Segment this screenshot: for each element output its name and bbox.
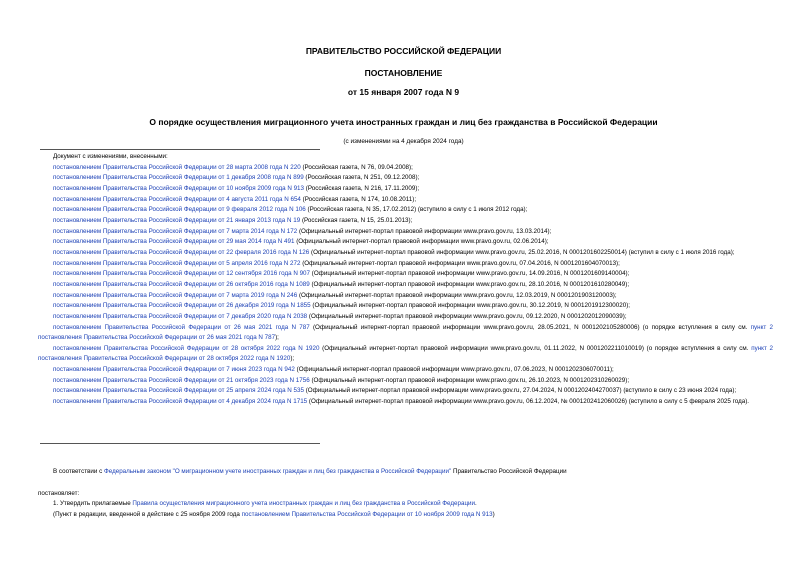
change-item [38, 312, 773, 323]
amendment-link[interactable]: постановлением Правительства Российской Федерации от 28 октября 2022 года N 1920 [53, 344, 320, 352]
amendment-link[interactable]: постановлением Правительства Российской Федерации от 28 марта 2008 года N 220 [53, 163, 301, 171]
changes-intro: Документ с изменениями, внесенными: [53, 153, 168, 160]
amendment-link[interactable]: постановлением Правительства Российской Федерации от 9 февраля 2012 года N 106 [53, 206, 306, 214]
resolves-paragraph [38, 489, 773, 500]
publication-info: (Российская газета, N 15, 25.01.2013); [300, 216, 413, 224]
publication-info: (Российская газета, N 35, 17.02.2012) (вступило в силу с 1 июля 2012 года); [305, 206, 528, 214]
amendment-link[interactable]: постановлением Правительства Российской Федерации от 21 января 2013 года N 19 [53, 216, 301, 224]
publication-info-tail: ); [275, 334, 279, 342]
preamble-paragraph [38, 467, 773, 478]
publication-info: (Официальный интернет-портал правовой информации www.pravo.gov.ru, 27.04.2024, N 0001202404270037) (вступило в силу с 23 июня 2024 года); [303, 387, 737, 395]
amendment-link[interactable]: постановлением Правительства Российской Федерации от 21 октября 2023 года N 1756 [53, 376, 310, 384]
amendment-link[interactable]: постановлением Правительства Российской Федерации от 5 апреля 2016 года N 272 [53, 259, 301, 267]
bottom-divider [40, 443, 320, 444]
item-1 [38, 499, 773, 520]
publication-info: (Официальный интернет-портал правовой информации www.pravo.gov.ru, 13.03.2014); [297, 227, 552, 235]
item-1-note-before: (Пункт в редакции, введенной в действие с 25 ноября 2009 года [53, 510, 242, 518]
publication-info: (Российская газета, N 174, 10.08.2011); [300, 195, 417, 203]
change-item [38, 173, 773, 184]
publication-info: (Официальный интернет-портал правовой информации www.pravo.gov.ru, 07.06.2023, N 0001202306070011); [294, 366, 614, 374]
publication-info: (Официальный интернет-портал правовой информации www.pravo.gov.ru, 12.03.2019, N 0001201903120003); [297, 291, 617, 299]
amendment-link[interactable]: постановлением Правительства Российской Федерации от 7 марта 2019 года N 246 [53, 291, 298, 299]
publication-info: (Российская газета, N 251, 09.12.2008); [303, 174, 420, 182]
revision-note: (с изменениями на 4 декабря 2024 года) [343, 138, 464, 145]
change-item [38, 195, 773, 206]
amendment-link[interactable]: постановлением Правительства Российской Федерации от 26 мая 2021 года N 787 [53, 323, 310, 331]
document-type-heading: ПОСТАНОВЛЕНИЕ [364, 68, 443, 78]
amendment-link[interactable]: постановлением Правительства Российской Федерации от 7 июня 2023 года N 942 [53, 366, 295, 374]
preamble-before: В соответствии с [53, 468, 104, 475]
issuer-heading: ПРАВИТЕЛЬСТВО РОССИЙСКОЙ ФЕДЕРАЦИИ [305, 46, 502, 56]
change-item [38, 237, 773, 248]
change-item [38, 291, 773, 302]
amendment-link[interactable]: постановлением Правительства Российской Федерации от 26 октября 2016 года N 1089 [53, 280, 310, 288]
amendment-link[interactable]: постановлением Правительства Российской Федерации от 4 августа 2011 года N 654 [53, 195, 301, 203]
publication-info-tail: ); [290, 355, 295, 363]
rules-link[interactable]: Правила осуществления миграционного учета иностранных граждан и лиц без гражданства в Российской Федерации [132, 500, 476, 507]
amendment-link[interactable]: постановлением Правительства Российской Федерации от 29 мая 2014 года N 491 [53, 238, 295, 246]
document-date-number: от 15 января 2007 года N 9 [347, 87, 460, 97]
change-item [38, 184, 773, 195]
preamble-after: Правительство Российской Федерации [451, 468, 567, 475]
item-1-note-after: ) [492, 510, 495, 518]
resolves-text: постановляет: [38, 490, 80, 497]
top-divider [40, 149, 320, 150]
publication-info: (Официальный интернет-портал правовой информации www.pravo.gov.ru, 09.12.2020, N 0001202012090039); [307, 312, 627, 320]
amendment-link[interactable]: постановлением Правительства Российской Федерации от 7 декабря 2020 года N 2038 [53, 312, 308, 320]
change-item [38, 386, 773, 397]
change-item [38, 397, 773, 408]
document-title: О порядке осуществления миграционного учета иностранных граждан и лиц без гражданства в Российской Федерации [149, 117, 658, 127]
publication-info: (Российская газета, N 216, 17.11.2009); [304, 184, 420, 192]
entry-into-force-link[interactable]: пункт 2 постановления Правительства Российской Федерации от 28 октября 2022 года N 1920 [38, 344, 774, 363]
publication-info: (Российская газета, N 76, 09.04.2008); [300, 163, 413, 171]
change-item [38, 269, 773, 280]
change-item [38, 323, 773, 344]
amendment-link[interactable]: постановлением Правительства Российской Федерации от 10 ноября 2009 года N 913 [53, 184, 305, 192]
change-item [38, 216, 773, 227]
publication-info: (Официальный интернет-портал правовой информации www.pravo.gov.ru, 02.06.2014); [294, 238, 549, 246]
changes-list [38, 152, 773, 408]
change-item [38, 344, 773, 365]
publication-info: (Официальный интернет-портал правовой информации www.pravo.gov.ru, 07.04.2016, N 0001201604070013); [300, 259, 620, 267]
change-item [38, 163, 773, 174]
change-item [38, 205, 773, 216]
amendment-link[interactable]: постановлением Правительства Российской Федерации от 7 марта 2014 года N 172 [53, 227, 298, 235]
amendment-link[interactable]: постановлением Правительства Российской Федерации от 22 февраля 2016 года N 126 [53, 248, 310, 256]
change-item [38, 259, 773, 270]
publication-info: (Официальный интернет-портал правовой информации www.pravo.gov.ru, 28.10.2016, N 0001201610280049); [309, 280, 630, 288]
change-item [38, 280, 773, 291]
change-item [38, 227, 773, 238]
change-item [38, 248, 773, 259]
federal-law-link[interactable]: Федеральным законом "О миграционном учете иностранных граждан и лиц без гражданства в Российской Федерации" [103, 468, 452, 475]
publication-info: (Официальный интернет-портал правовой информации www.pravo.gov.ru, 30.12.2019, N 0001201912300020); [310, 302, 631, 310]
change-item [38, 365, 773, 376]
publication-info: (Официальный интернет-портал правовой информации www.pravo.gov.ru, 25.02.2016, N 0001201602250014) (вступил в силу с 1 июля 2016 года); [309, 248, 735, 256]
amendment-link[interactable]: постановлением Правительства Российской Федерации от 4 декабря 2024 года N 1715 [53, 398, 308, 406]
publication-info: (Официальный интернет-портал правовой информации www.pravo.gov.ru, 28.05.2021, N 0001202105280006) (о порядке вступления в силу см. [309, 323, 751, 331]
item-1-before: 1. Утвердить прилагаемые [53, 500, 133, 507]
changes-items [38, 163, 773, 408]
amendment-link[interactable]: постановлением Правительства Российской Федерации от 1 декабря 2008 года N 899 [53, 174, 304, 182]
publication-info: (Официальный интернет-портал правовой информации www.pravo.gov.ru, 01.11.2022, N 0001202211010019) (о порядке вступления в силу см. [319, 344, 752, 352]
change-item [38, 376, 773, 387]
amendment-link[interactable]: постановлением Правительства Российской Федерации от 26 декабря 2019 года N 1855 [53, 302, 311, 310]
amendment-link[interactable]: постановлением Правительства Российской Федерации от 12 сентября 2016 года N 907 [53, 270, 310, 278]
publication-info: (Официальный интернет-портал правовой информации www.pravo.gov.ru, 06.12.2024, № 0001202412060026) (вступило в силу с 5 февраля 2025 года). [307, 398, 750, 406]
item-1-note-link[interactable]: постановлением Правительства Российской Федерации от 10 ноября 2009 года N 913 [241, 510, 493, 518]
amendment-link[interactable]: постановлением Правительства Российской Федерации от 25 апреля 2024 года N 535 [53, 387, 304, 395]
item-1-after: . [475, 500, 477, 507]
change-item [38, 301, 773, 312]
publication-info: (Официальный интернет-портал правовой информации www.pravo.gov.ru, 14.09.2016, N 0001201609140004); [310, 270, 630, 278]
publication-info: (Официальный интернет-портал правовой информации www.pravo.gov.ru, 26.10.2023, N 0001202310260029); [309, 376, 630, 384]
entry-into-force-link[interactable]: пункт 2 постановления Правительства Российской Федерации от 26 мая 2021 года N 787 [38, 323, 774, 342]
